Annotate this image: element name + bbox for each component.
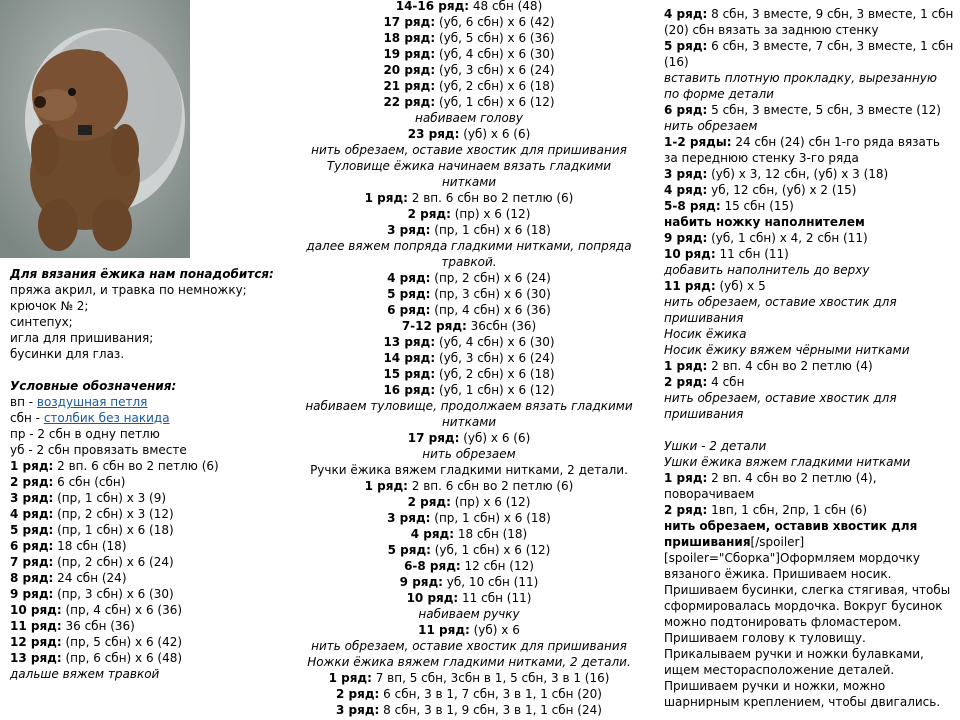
bold-part: нить обрезаем, оставив хвостик для пришивания (664, 519, 918, 549)
pattern-row (298, 318, 640, 334)
row-text: 2 вп. 6 сбн во 2 петлю (6) (407, 191, 574, 205)
row-label: 1-2 ряды: (664, 135, 732, 149)
paragraph: [spoiler="Сборка"]Оформляем мордочку вязаного ёжика. Пришиваем носик. Пришиваем бусинки, слегка стягивая, чтобы сформировалась мордочка. Вокруг бусинок можно подтонировать фломастером. Пришиваем голову к туловищу. Прикалываем ручки и ножки булавками, ищем месторасположение деталей. Пришиваем ручки и ножки, можно шарнирным креплением, чтобы двигались. (664, 551, 951, 709)
pattern-row (298, 286, 640, 302)
row-text: (пр, 5 сбн) х 6 (42) (61, 635, 183, 649)
row-text: 4 сбн (707, 375, 745, 389)
row-label: 6 ряд: (10, 539, 54, 553)
row-label: 4 ряд: (387, 271, 431, 285)
row-label: 1 ряд: (364, 479, 408, 493)
row-text: уб, 10 сбн (11) (442, 575, 539, 589)
row-text: 2 вп. 4 сбн во 2 петлю (4), поворачиваем (664, 471, 877, 501)
row-label: 22 ряд: (383, 95, 436, 109)
instruction-note: нить обрезаем (422, 447, 516, 461)
row-text: (уб, 4 сбн) х 6 (30) (435, 47, 555, 61)
pattern-row (298, 366, 640, 382)
row-text: 6 сбн (сбн) (53, 475, 126, 489)
row-text: 36сбн (36) (466, 319, 537, 333)
pattern-row (10, 522, 292, 538)
pattern-row (298, 94, 640, 110)
row-label: 3 ряд: (387, 511, 431, 525)
instruction-note: Ножки ёжика вяжем гладкими нитками, 2 детали. (307, 655, 631, 669)
pattern-row (298, 78, 640, 94)
row-text: 15 сбн (15) (720, 199, 794, 213)
row-text: 7 вп, 5 сбн, 3сбн в 1, 5 сбн, 3 в 1 (16) (371, 671, 610, 685)
paragraph: Ручки ёжика вяжем гладкими нитками, 2 детали. (310, 463, 628, 477)
row-text: (уб) х 3, 12 сбн, (уб) х 3 (18) (707, 167, 889, 181)
pattern-row (298, 126, 640, 142)
instruction-note: вставить плотную прокладку, вырезанную по форме детали (664, 71, 937, 101)
row-text: 2 вп. 6 сбн во 2 петлю (6) (407, 479, 574, 493)
row-text: (пр, 4 сбн) х 6 (36) (61, 603, 183, 617)
row-label: 4 ряд: (10, 507, 54, 521)
row-text: 24 сбн (24) (53, 571, 127, 585)
row-text: (уб, 2 сбн) х 6 (18) (435, 79, 555, 93)
row-label: 3 ряд: (336, 703, 380, 717)
row-text: (уб, 4 сбн) х 6 (30) (435, 335, 555, 349)
pattern-row (298, 478, 640, 494)
row-label: 10 ряд: (10, 603, 62, 617)
row-text: 6 сбн, 3 в 1, 7 сбн, 3 в 1, 1 сбн (20) (379, 687, 602, 701)
pattern-row (298, 0, 640, 14)
row-label: 10 ряд: (406, 591, 459, 605)
col1-tail: дальше вяжем травкой (10, 667, 160, 681)
pattern-row (298, 686, 640, 702)
row-label: 17 ряд: (407, 431, 460, 445)
pattern-row (298, 14, 640, 30)
row-label: 10 ряд: (664, 247, 716, 261)
pattern-row (298, 206, 640, 222)
material-item: бусинки для глаз. (10, 347, 125, 361)
row-text: 18 сбн (18) (454, 527, 528, 541)
hedgehog-photo (0, 0, 190, 258)
pattern-row (298, 702, 640, 718)
row-text: (уб, 3 сбн) х 6 (24) (435, 351, 555, 365)
row-label: 4 ряд: (410, 527, 455, 541)
spacer (664, 422, 954, 438)
material-item: крючок № 2; (10, 299, 89, 313)
instruction-note: Ушки ёжика вяжем гладкими нитками (664, 455, 911, 469)
row-text: (пр, 3 сбн) х 6 (30) (53, 587, 174, 601)
row-label: 6 ряд: (664, 103, 708, 117)
pattern-row (298, 382, 640, 398)
pattern-row (298, 222, 640, 238)
row-label: 9 ряд: (664, 231, 708, 245)
legend-vp-prefix: вп - (10, 395, 37, 409)
pattern-row (664, 102, 954, 118)
pattern-row (10, 458, 292, 474)
row-label: 1 ряд: (364, 191, 408, 205)
instruction-note: Ушки - 2 детали (664, 439, 767, 453)
row-label: 6-8 ряд: (404, 559, 461, 573)
instruction-note: набиваем ручку (418, 607, 520, 621)
row-text: 5 сбн, 3 вместе, 5 сбн, 3 вместе (12) (707, 103, 941, 117)
instruction-note: нить обрезаем, оставие хвостик для пришивания (311, 143, 627, 157)
row-text: (пр, 1 сбн) х 6 (18) (430, 511, 551, 525)
pattern-row (298, 526, 640, 542)
pattern-row (664, 198, 954, 214)
row-text: (пр, 1 сбн) х 6 (18) (53, 523, 174, 537)
row-label: 18 ряд: (383, 31, 436, 45)
row-text: 1вп, 1 сбн, 2пр, 1 сбн (6) (707, 503, 868, 517)
row-label: 2 ряд: (664, 503, 708, 517)
row-label: 4 ряд: (664, 183, 708, 197)
instruction-note: нить обрезаем, оставие хвостик для пришивания (664, 391, 897, 421)
row-text: 8 сбн, 3 в 1, 9 сбн, 3 в 1, 1 сбн (24) (379, 703, 602, 717)
pattern-row (10, 490, 292, 506)
row-text: (уб, 1 сбн) х 4, 2 сбн (11) (707, 231, 868, 245)
pattern-row (298, 62, 640, 78)
legend-title: Условные обозначения: (10, 379, 177, 393)
pattern-row (10, 554, 292, 570)
pattern-row (298, 430, 640, 446)
pattern-row (298, 302, 640, 318)
row-text: (уб) х 6 (6) (459, 127, 531, 141)
pattern-row (298, 670, 640, 686)
row-text: (пр) х 6 (12) (450, 207, 531, 221)
row-text: (пр, 1 сбн) х 6 (18) (430, 223, 551, 237)
row-label: 2 ряд: (407, 495, 451, 509)
row-text: 18 сбн (18) (53, 539, 127, 553)
pattern-row (664, 230, 954, 246)
instruction-note: набиваем туловище, продолжаем вязать гладкими нитками (305, 399, 633, 429)
row-label: 11 ряд: (664, 279, 716, 293)
row-text: 11 сбн (11) (715, 247, 789, 261)
pattern-row (298, 622, 640, 638)
row-text: 24 сбн (24) сбн 1-го ряда вязать за переднюю стенку 3-го ряда (664, 135, 940, 165)
pattern-row (10, 602, 292, 618)
pattern-row (298, 350, 640, 366)
row-text: (уб, 2 сбн) х 6 (18) (435, 367, 555, 381)
instruction-note: добавить наполнитель до верху (664, 263, 870, 277)
row-label: 9 ряд: (399, 575, 443, 589)
spoiler-tag: [/spoiler] (750, 535, 805, 549)
material-item: игла для пришивания; (10, 331, 154, 345)
instruction-note: нить обрезаем (664, 119, 758, 133)
row-text: (пр, 2 сбн) х 3 (12) (53, 507, 174, 521)
row-label: 3 ряд: (664, 167, 708, 181)
pattern-row (664, 246, 954, 262)
row-text: (уб, 1 сбн) х 6 (12) (435, 383, 555, 397)
bold-note: набить ножку наполнителем (664, 215, 865, 229)
row-label: 5 ряд: (10, 523, 54, 537)
pattern-row (664, 166, 954, 182)
row-text: (уб, 6 сбн) х 6 (42) (435, 15, 555, 29)
pattern-row (298, 510, 640, 526)
material-item: синтепух; (10, 315, 73, 329)
pattern-row (664, 502, 954, 518)
row-label: 12 ряд: (10, 635, 62, 649)
row-text: уб, 12 сбн, (уб) х 2 (15) (707, 183, 857, 197)
row-label: 3 ряд: (387, 223, 431, 237)
row-text: (уб) х 6 (6) (459, 431, 531, 445)
row-label: 8 ряд: (10, 571, 54, 585)
pattern-row (298, 542, 640, 558)
pattern-row (664, 374, 954, 390)
pattern-row (298, 46, 640, 62)
bold-note-spoiler (664, 518, 954, 550)
row-label: 23 ряд: (407, 127, 460, 141)
row-text: 2 вп. 4 сбн во 2 петлю (4) (707, 359, 873, 373)
pattern-row (298, 270, 640, 286)
row-text: (пр, 3 сбн) х 6 (30) (430, 287, 551, 301)
row-text: 12 сбн (12) (460, 559, 534, 573)
legend-sbn-prefix: сбн - (10, 411, 44, 425)
row-label: 4 ряд: (664, 7, 708, 21)
pattern-row (664, 278, 954, 294)
legend-pr: пр - 2 сбн в одну петлю (10, 427, 160, 441)
column-right (664, 6, 954, 710)
row-label: 1 ряд: (10, 459, 54, 473)
row-label: 5-8 ряд: (664, 199, 721, 213)
row-label: 3 ряд: (10, 491, 54, 505)
pattern-row (298, 590, 640, 606)
instruction-note: нить обрезаем, оставие хвостик для пришивания (664, 295, 897, 325)
pattern-row (664, 470, 954, 502)
row-label: 20 ряд: (383, 63, 436, 77)
pattern-row (298, 190, 640, 206)
legend-vp (10, 394, 292, 410)
row-label: 16 ряд: (383, 383, 436, 397)
row-text: (пр, 2 сбн) х 6 (24) (53, 555, 174, 569)
row-label: 11 ряд: (10, 619, 62, 633)
legend-vp-link[interactable]: воздушная петля (36, 395, 148, 409)
row-label: 2 ряд: (407, 207, 451, 221)
row-text: 36 сбн (36) (61, 619, 135, 633)
row-label: 11 ряд: (418, 623, 470, 637)
row-label: 9 ряд: (10, 587, 54, 601)
row-label: 1 ряд: (328, 671, 372, 685)
row-label: 14 ряд: (383, 351, 436, 365)
pattern-row (10, 618, 292, 634)
materials-list (10, 282, 292, 362)
row-label: 7-12 ряд: (401, 319, 467, 333)
row-label: 1 ряд: (664, 471, 708, 485)
row-text: 6 сбн, 3 вместе, 7 сбн, 3 вместе, 1 сбн (16) (664, 39, 954, 69)
pattern-row (10, 634, 292, 650)
pattern-row (664, 358, 954, 374)
row-label: 13 ряд: (10, 651, 62, 665)
material-item: пряжа акрил, и травка по немножку; (10, 283, 247, 297)
pattern-row (664, 182, 954, 198)
row-text: (уб, 1 сбн) х 6 (12) (435, 95, 555, 109)
row-label: 14-16 ряд: (395, 0, 470, 13)
pattern-row (664, 38, 954, 70)
instruction-note: нить обрезаем, оставие хвостик для пришивания (311, 639, 627, 653)
row-text: (пр, 4 сбн) х 6 (36) (430, 303, 551, 317)
row-label: 7 ряд: (10, 555, 54, 569)
instruction-note: Носик ёжика (664, 327, 747, 341)
row-label: 21 ряд: (383, 79, 436, 93)
pattern-row (10, 474, 292, 490)
instruction-note: Туловище ёжика начинаем вязать гладкими нитками (326, 159, 612, 189)
row-text: (пр, 2 сбн) х 6 (24) (430, 271, 551, 285)
row-text: (уб, 5 сбн) х 6 (36) (435, 31, 555, 45)
pattern-row (10, 506, 292, 522)
row-label: 13 ряд: (383, 335, 436, 349)
row-text: (пр, 1 сбн) х 3 (9) (53, 491, 167, 505)
pattern-row (298, 494, 640, 510)
pattern-row (298, 334, 640, 350)
row-label: 15 ряд: (383, 367, 436, 381)
row-label: 5 ряд: (387, 287, 431, 301)
row-label: 2 ряд: (664, 375, 708, 389)
legend-ub: уб - 2 сбн провязать вместе (10, 443, 187, 457)
pattern-row (664, 6, 954, 38)
pattern-row (10, 538, 292, 554)
pattern-row (10, 586, 292, 602)
row-label: 19 ряд: (383, 47, 436, 61)
row-text: (уб) х 6 (469, 623, 520, 637)
row-text: (пр, 6 сбн) х 6 (48) (61, 651, 183, 665)
materials-title: Для вязания ёжика нам понадобится: (10, 267, 274, 281)
row-text: 48 сбн (48) (469, 0, 543, 13)
row-label: 6 ряд: (387, 303, 431, 317)
instruction-note: Носик ёжику вяжем чёрными нитками (664, 343, 910, 357)
row-text: (пр) х 6 (12) (450, 495, 531, 509)
column-left (10, 266, 292, 682)
legend-sbn (10, 410, 292, 426)
row-label: 1 ряд: (664, 359, 708, 373)
row-label: 5 ряд: (387, 543, 431, 557)
pattern-row (10, 570, 292, 586)
row-text: (уб) х 5 (715, 279, 766, 293)
row-text: (уб, 3 сбн) х 6 (24) (435, 63, 555, 77)
row-text: 8 сбн, 3 вместе, 9 сбн, 3 вместе, 1 сбн (20) сбн вязать за заднюю стенку (664, 7, 954, 37)
row-text: (уб, 1 сбн) х 6 (12) (430, 543, 551, 557)
row-text: 11 сбн (11) (458, 591, 532, 605)
instruction-note: далее вяжем попряда гладкими нитками, попряда травкой. (306, 239, 632, 269)
pattern-row (10, 650, 292, 666)
pattern-row (298, 558, 640, 574)
legend-sbn-link[interactable]: столбик без накида (43, 411, 170, 425)
pattern-row (298, 30, 640, 46)
pattern-row (298, 574, 640, 590)
instruction-note: набиваем голову (415, 111, 523, 125)
row-label: 2 ряд: (336, 687, 380, 701)
row-label: 17 ряд: (383, 15, 436, 29)
hedgehog-illustration (0, 0, 190, 258)
pattern-row (664, 134, 954, 166)
row-text: 2 вп. 6 сбн во 2 петлю (6) (53, 459, 219, 473)
column-middle (298, 0, 640, 718)
row-label: 2 ряд: (10, 475, 54, 489)
row-label: 5 ряд: (664, 39, 708, 53)
head-rows (10, 458, 292, 666)
